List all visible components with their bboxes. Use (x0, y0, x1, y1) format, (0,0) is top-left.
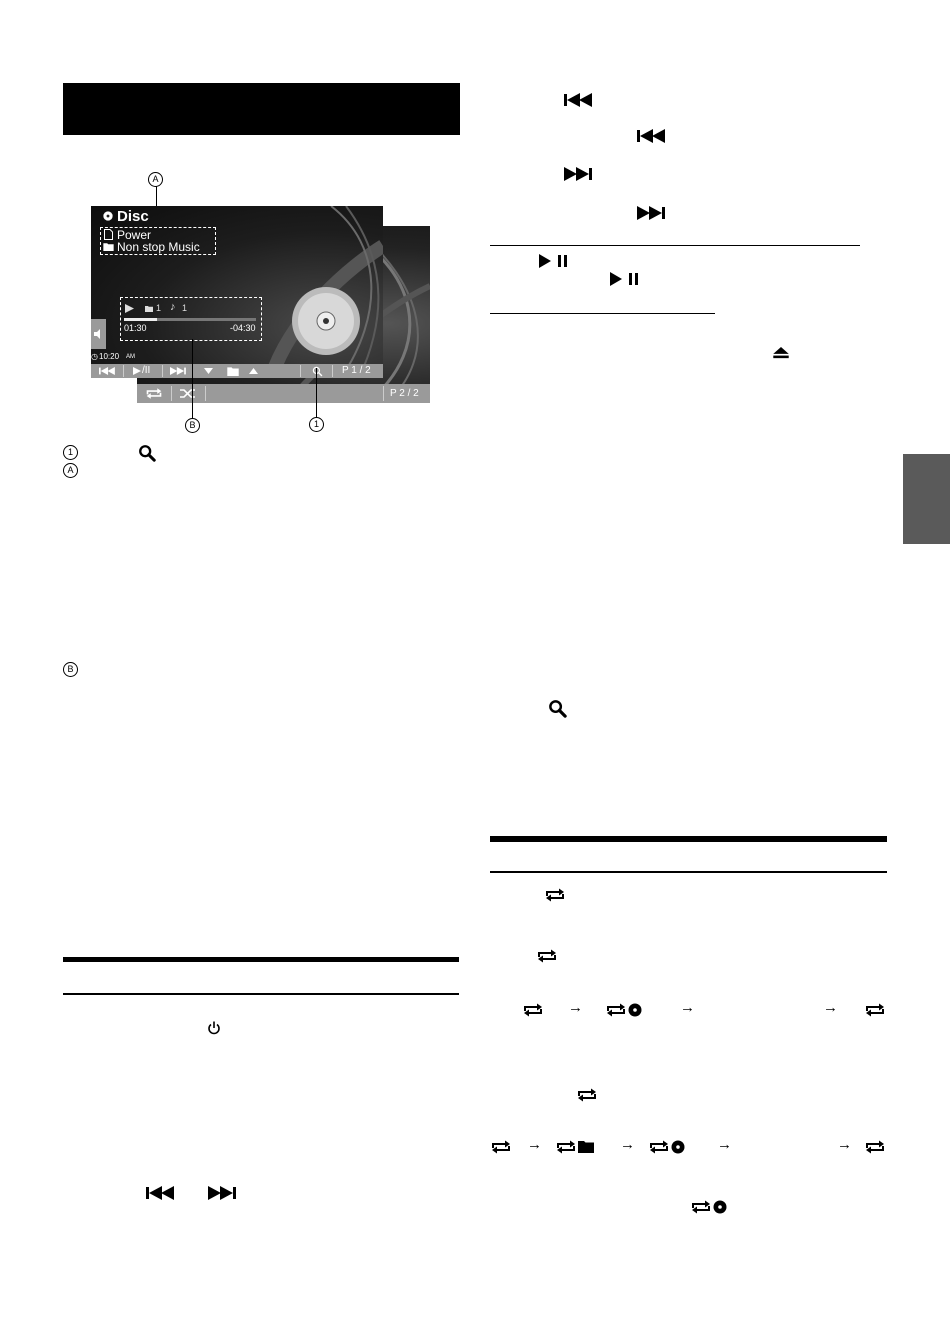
file-icon (104, 229, 113, 240)
folder-icon (578, 1139, 594, 1153)
divider (162, 365, 163, 377)
play-status-icon (125, 304, 134, 313)
repeat-icon (536, 948, 558, 964)
legend-item-a-marker: A (63, 463, 78, 478)
repeat-icon (522, 1002, 544, 1018)
divider (332, 365, 333, 377)
folder-icon (103, 242, 114, 251)
disc-icon (713, 1200, 727, 1214)
shuffle-icon[interactable] (179, 387, 197, 400)
repeat-disc-icon (648, 1139, 670, 1155)
skip-previous-icon (564, 93, 594, 107)
clock-icon: ◷ (91, 352, 98, 361)
skip-next-icon[interactable] (170, 367, 187, 375)
callout-1-marker: 1 (309, 417, 324, 432)
section-header-bar (63, 83, 460, 135)
clock-time: 10:20 (99, 352, 120, 361)
callout-b-marker: B (185, 418, 200, 433)
skip-previous-icon[interactable] (99, 367, 116, 375)
folder-down-icon[interactable] (204, 368, 213, 374)
search-icon (548, 699, 567, 718)
legend-item-1-marker: 1 (63, 445, 78, 460)
repeat-icon (544, 887, 566, 903)
repeat-disc-icon (605, 1002, 627, 1018)
folder-up-icon[interactable] (249, 368, 258, 374)
section-thick-rule (490, 836, 887, 842)
control-bar-page-1 (91, 364, 383, 378)
screen-source-title: Disc (117, 208, 149, 225)
elapsed-time: 01:30 (124, 323, 147, 333)
section-thin-rule (490, 871, 887, 873)
skip-previous-icon (637, 129, 667, 143)
track-number: 1 (182, 303, 188, 313)
callout-a-marker: A (148, 172, 163, 187)
search-icon[interactable] (312, 366, 323, 377)
page-indicator-1[interactable]: P 1 / 2 (342, 365, 371, 376)
disc-icon (628, 1003, 642, 1017)
skip-previous-icon (146, 1186, 176, 1200)
power-icon (207, 1021, 221, 1035)
divider (171, 386, 172, 401)
play-pause-label: /II (142, 365, 151, 376)
arrow-icon: → (527, 1136, 542, 1153)
volume-tab[interactable] (91, 319, 106, 349)
control-bar-page-2 (137, 384, 430, 403)
repeat-icon (864, 1139, 886, 1155)
screen-folder-name: Non stop Music (117, 240, 200, 254)
play-pause-icon (610, 272, 640, 286)
repeat-folder-icon (555, 1139, 577, 1155)
repeat-icon (490, 1139, 512, 1155)
repeat-icon[interactable] (145, 387, 163, 400)
section-thin-rule (63, 993, 459, 995)
callout-1-leader (316, 368, 317, 418)
arrow-icon: → (823, 999, 838, 1016)
clock-ampm: AM (126, 354, 135, 360)
speaker-icon (94, 329, 104, 339)
note-icon: ♪ (170, 301, 176, 313)
disc-source-icon (103, 211, 113, 221)
section-thick-rule (63, 957, 459, 962)
eject-icon (772, 347, 790, 359)
page-indicator-2[interactable]: P 2 / 2 (390, 388, 419, 399)
arrow-icon: → (837, 1136, 852, 1153)
arrow-icon: → (680, 999, 695, 1016)
divider-rule (490, 313, 715, 314)
repeat-icon (864, 1002, 886, 1018)
divider-rule (490, 245, 860, 246)
legend-item-b-marker: B (63, 662, 78, 677)
disc-icon (671, 1140, 685, 1154)
screen-page-1 (91, 206, 383, 378)
repeat-disc-icon (690, 1199, 712, 1215)
chapter-side-tab (903, 454, 950, 544)
play-pause-icon (539, 254, 569, 268)
folder-number: 1 (156, 303, 162, 313)
skip-next-icon (208, 1186, 238, 1200)
divider (300, 365, 301, 377)
divider (123, 365, 124, 377)
search-icon (138, 444, 156, 462)
arrow-icon: → (620, 1136, 635, 1153)
repeat-icon (576, 1087, 598, 1103)
arrow-icon: → (568, 999, 583, 1016)
folder-status-icon (145, 305, 153, 312)
play-pause-icon[interactable] (133, 367, 141, 375)
folder-list-icon[interactable] (227, 366, 239, 376)
screen-file-name: Power (117, 228, 152, 242)
skip-next-icon (637, 206, 667, 220)
divider (383, 386, 384, 401)
callout-b-leader (192, 339, 193, 418)
divider (205, 386, 206, 401)
remaining-time: -04:30 (230, 323, 256, 333)
progress-bar[interactable] (124, 318, 256, 321)
arrow-icon: → (717, 1136, 732, 1153)
skip-next-icon (564, 167, 594, 181)
progress-fill (124, 318, 157, 321)
